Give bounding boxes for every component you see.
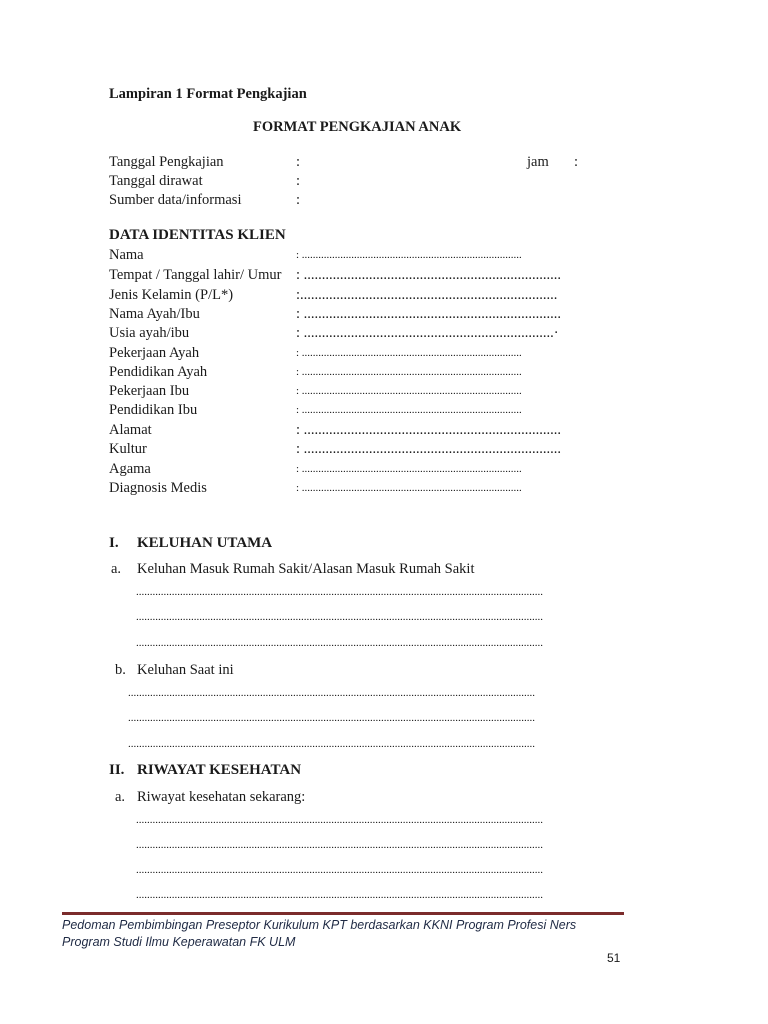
identity-label-jenis-kelamin: Jenis Kelamin (P/L*)	[109, 287, 234, 303]
identity-label-alamat: Alamat	[109, 422, 152, 438]
section1-a-line-1: ....................................................................................................................................................	[136, 586, 543, 598]
section1-a-line-3: ....................................................................................................................................................	[136, 637, 543, 649]
header-label-tanggal-pengkajian: Tanggal Pengkajian	[109, 154, 224, 170]
identity-label-pekerjaan-ibu: Pekerjaan Ibu	[109, 383, 190, 399]
identity-value-ttl: : .......................................................................	[296, 267, 562, 283]
section1-b-line-1: ....................................................................................................................................................	[128, 687, 535, 699]
section1-b-label: b.	[115, 662, 126, 678]
jam-label: jam	[527, 154, 549, 170]
header-sep-tanggal-pengkajian: :	[296, 154, 301, 170]
section1-title: KELUHAN UTAMA	[137, 535, 273, 551]
identity-label-usia-ayah-ibu: Usia ayah/ibu	[109, 325, 190, 341]
identity-label-agama: Agama	[109, 461, 151, 477]
identity-value-pekerjaan-ayah: : ................................................................................	[296, 347, 522, 359]
identity-value-nama: : ................................................................................	[296, 249, 522, 261]
jam-sep: :	[574, 154, 579, 170]
identity-label-nama: Nama	[109, 247, 144, 263]
identity-value-pendidikan-ibu: : ................................................................................	[296, 404, 522, 416]
section1-a-text: Keluhan Masuk Rumah Sakit/Alasan Masuk Rumah Sakit	[137, 561, 475, 577]
section1-b-line-2: ....................................................................................................................................................	[128, 712, 535, 724]
identity-label-pekerjaan-ayah: Pekerjaan Ayah	[109, 345, 200, 361]
header-label-tanggal-dirawat: Tanggal dirawat	[109, 173, 203, 189]
identity-label-nama-ayah-ibu: Nama Ayah/Ibu	[109, 306, 200, 322]
identity-value-agama: : ................................................................................	[296, 463, 522, 475]
section1-number: I.	[109, 535, 119, 551]
identity-label-kultur: Kultur	[109, 441, 147, 457]
footer-line-2: Program Studi Ilmu Keperawatan FK ULM	[62, 935, 296, 949]
form-title: FORMAT PENGKAJIAN ANAK	[253, 119, 462, 135]
identity-label-diagnosis-medis: Diagnosis Medis	[109, 480, 207, 496]
section1-b-text: Keluhan Saat ini	[137, 662, 234, 678]
identity-label-pendidikan-ayah: Pendidikan Ayah	[109, 364, 208, 380]
section2-number: II.	[109, 762, 125, 778]
section1-a-line-2: ....................................................................................................................................................	[136, 611, 543, 623]
section2-a-line-1: ....................................................................................................................................................	[136, 814, 543, 826]
identity-value-pekerjaan-ibu: : ................................................................................	[296, 385, 522, 397]
identity-value-kultur: : .......................................................................	[296, 441, 562, 457]
section2-a-line-3: ....................................................................................................................................................	[136, 864, 543, 876]
section2-title: RIWAYAT KESEHATAN	[137, 762, 302, 778]
footer-divider	[62, 912, 624, 915]
identity-value-pendidikan-ayah: : ................................................................................	[296, 366, 522, 378]
header-label-sumber-data: Sumber data/informasi	[109, 192, 242, 208]
section2-a-text: Riwayat kesehatan sekarang:	[137, 789, 306, 805]
identity-value-nama-ayah-ibu: : .......................................................................	[296, 306, 562, 322]
section1-a-label: a.	[111, 561, 122, 577]
identity-heading: DATA IDENTITAS KLIEN	[109, 227, 286, 243]
header-sep-tanggal-dirawat: :	[296, 173, 301, 189]
identity-label-ttl: Tempat / Tanggal lahir/ Umur	[109, 267, 282, 283]
appendix-title: Lampiran 1 Format Pengkajian	[109, 86, 307, 102]
identity-value-jenis-kelamin: :.......................................................................	[296, 287, 558, 303]
identity-label-pendidikan-ibu: Pendidikan Ibu	[109, 402, 198, 418]
identity-value-diagnosis-medis: : ................................................................................	[296, 482, 522, 494]
header-sep-sumber-data: :	[296, 192, 301, 208]
identity-value-usia-ayah-ibu: : .....................................................................·	[296, 325, 559, 341]
footer-line-1: Pedoman Pembimbingan Preseptor Kurikulum KPT berdasarkan KKNI Program Profesi Ners	[62, 918, 577, 932]
section1-b-line-3: ....................................................................................................................................................	[128, 738, 535, 750]
section2-a-line-4: ....................................................................................................................................................	[136, 889, 543, 901]
page-number: 51	[607, 951, 621, 965]
section2-a-label: a.	[115, 789, 126, 805]
section2-a-line-2: ....................................................................................................................................................	[136, 839, 543, 851]
identity-value-alamat: : .......................................................................	[296, 422, 562, 438]
